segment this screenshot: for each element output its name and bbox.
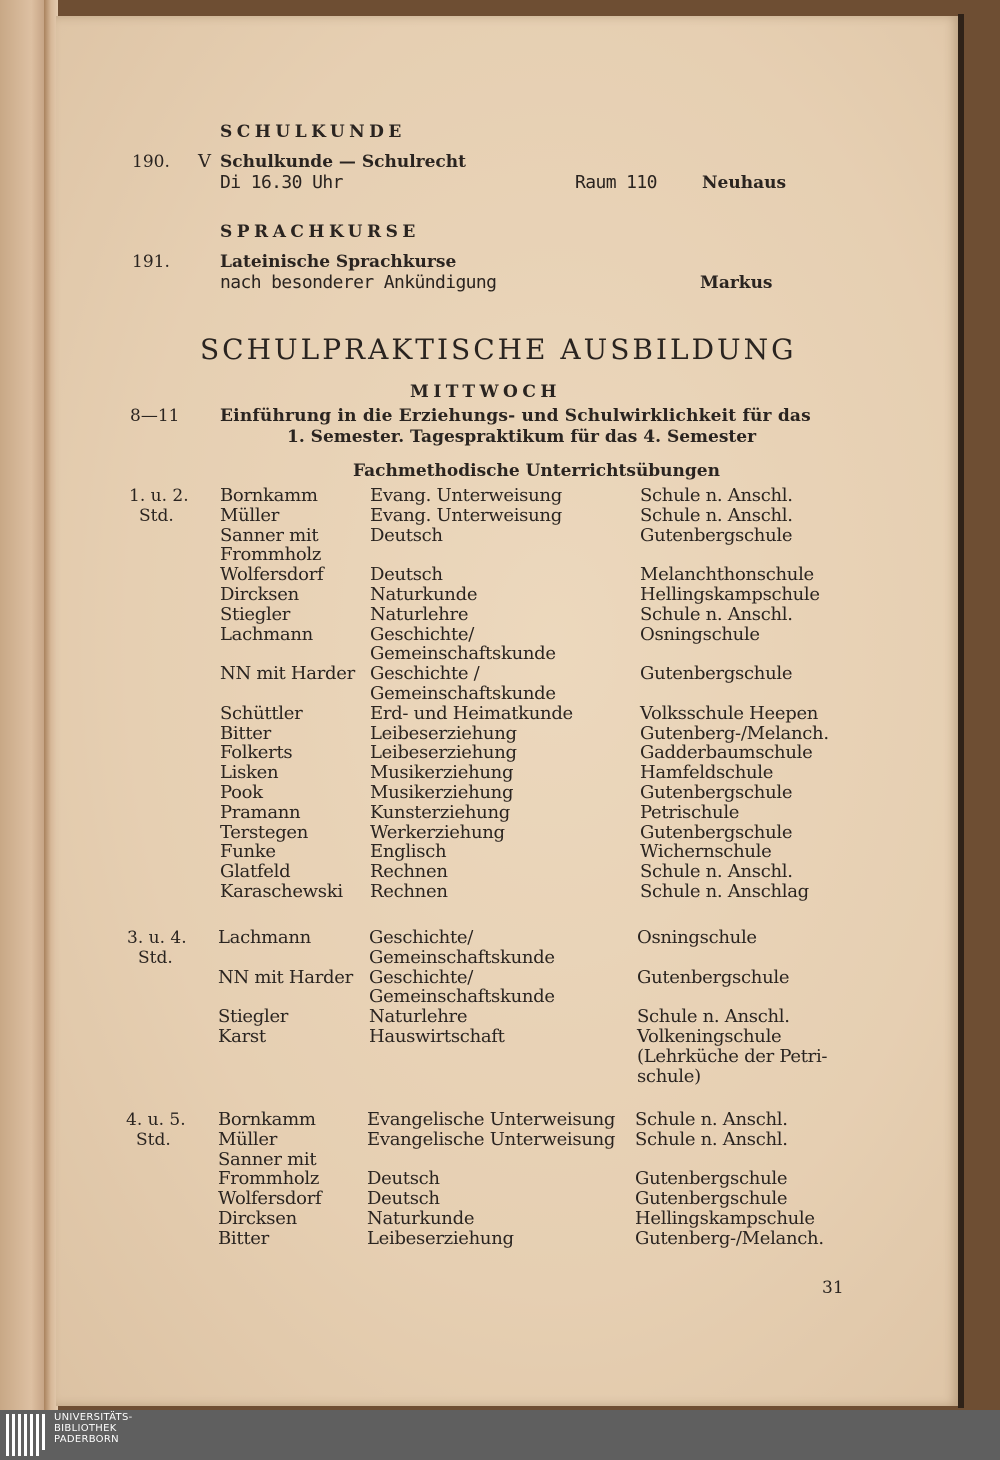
course-title-sprachkurse: Lateinische Sprachkurse — [220, 252, 457, 272]
block1-row-subject: Musikerziehung — [370, 762, 514, 784]
library-footer-bar — [0, 1410, 1000, 1460]
page-right-edge — [958, 14, 964, 1408]
block1-row-subject: Geschichte/ — [370, 623, 475, 645]
block1-row-school: Gadderbaumschule — [640, 742, 813, 764]
block1-row-teacher: Bornkamm — [220, 485, 318, 506]
block1-row-subject: Werkerziehung — [370, 821, 505, 843]
library-name — [54, 1412, 133, 1445]
block1-row-subject: Deutsch — [370, 524, 443, 546]
block3-label-line2: Std. — [136, 1130, 171, 1150]
block1-row-subject: Englisch — [370, 841, 447, 863]
block3-row-teacher: Dircksen — [218, 1208, 297, 1229]
block1-row-school: Wichernschule — [640, 841, 772, 863]
lecturer-schulkunde: Neuhaus — [702, 173, 787, 193]
block1-row-school: Hamfeldschule — [640, 762, 774, 784]
block1-row-subject: Naturkunde — [370, 584, 478, 605]
block2-row-subject: Gemeinschaftskunde — [369, 946, 555, 968]
block1-row-subject: Gemeinschaftskunde — [370, 643, 556, 665]
main-title: SCHULPRAKTISCHE AUSBILDUNG — [200, 333, 797, 366]
entry-number-190: 190. — [132, 152, 170, 172]
block1-row-subject: Evang. Unterweisung — [370, 485, 562, 506]
block1-row-subject: Rechnen — [370, 881, 448, 902]
block1-row-school: Schule n. Anschl. — [640, 861, 793, 883]
block1-row-subject: Gemeinschaftskunde — [370, 683, 556, 704]
block1-row-subject: Kunsterziehung — [370, 801, 510, 823]
block1-row-subject: Rechnen — [370, 861, 448, 883]
intro-line2: 1. Semester. Tagespraktikum für das 4. Semester — [287, 427, 757, 447]
block3-row-teacher: Bornkamm — [218, 1109, 316, 1130]
block3-label-line1: 4. u. 5. — [126, 1110, 186, 1130]
block3-row-subject: Leibeserziehung — [367, 1227, 514, 1249]
block1-row-teacher: Funke — [220, 841, 276, 863]
block3-row-subject: Deutsch — [367, 1168, 440, 1190]
block1-row-school: Melanchthonschule — [640, 564, 814, 586]
block1-row-teacher: Schüttler — [220, 702, 303, 724]
block2-row-school: (Lehrküche der Petri- — [637, 1045, 828, 1067]
day-heading: MITTWOCH — [410, 382, 561, 402]
block2-row-teacher: Stiegler — [218, 1006, 289, 1028]
block1-row-teacher: Pramann — [220, 801, 301, 823]
block3-row-teacher: Wolfersdorf — [218, 1188, 322, 1210]
section-heading-sprachkurse: SPRACHKURSE — [220, 222, 420, 242]
block2-row-school: Osningschule — [637, 927, 757, 948]
block1-row-school: Schule n. Anschl. — [640, 485, 793, 506]
block1-row-school: Schule n. Anschl. — [640, 603, 793, 625]
block2-row-school: Gutenbergschule — [637, 966, 790, 988]
block1-row-teacher: Pook — [220, 782, 263, 803]
schedule-sprachkurse: nach besonderer Ankündigung — [220, 272, 497, 293]
block1-row-teacher: Bitter — [220, 722, 271, 744]
block2-row-school: Volkeningschule — [637, 1026, 782, 1047]
block3-row-subject: Evangelische Unterweisung — [367, 1128, 616, 1150]
block3-row-school: Schule n. Anschl. — [635, 1109, 788, 1130]
block1-row-school: Gutenbergschule — [640, 821, 793, 843]
block1-row-school: Gutenbergschule — [640, 663, 793, 685]
block3-row-subject: Evangelische Unterweisung — [367, 1109, 616, 1130]
block1-row-teacher: Lachmann — [220, 623, 313, 645]
block3-row-teacher: Müller — [218, 1128, 277, 1150]
block2-row-teacher: Lachmann — [218, 927, 311, 948]
block1-row-subject: Geschichte / — [370, 663, 480, 685]
block1-row-school: Gutenberg-/Melanch. — [640, 722, 829, 744]
block2-row-teacher: NN mit Harder — [218, 966, 353, 988]
block1-row-teacher: Sanner mit — [220, 524, 319, 546]
block2-row-teacher: Karst — [218, 1026, 266, 1047]
block1-row-teacher: Wolfersdorf — [220, 564, 324, 586]
block3-row-teacher: Sanner mit — [218, 1148, 317, 1170]
block2-label-line1: 3. u. 4. — [127, 928, 187, 948]
block3-row-subject: Deutsch — [367, 1188, 440, 1210]
block1-row-subject: Leibeserziehung — [370, 722, 517, 744]
section-heading-schulkunde: SCHULKUNDE — [220, 122, 406, 142]
block2-row-subject: Naturlehre — [369, 1006, 468, 1028]
block1-label-line2: Std. — [139, 506, 174, 526]
intro-time: 8—11 — [130, 406, 180, 426]
block3-row-teacher: Frommholz — [218, 1168, 320, 1190]
block1-row-school: Volksschule Heepen — [640, 702, 819, 724]
block1-row-teacher: Terstegen — [220, 821, 309, 843]
entry-number-191: 191. — [132, 252, 170, 272]
block1-row-subject: Naturlehre — [370, 603, 469, 625]
block1-row-teacher: Stiegler — [220, 603, 291, 625]
page-number: 31 — [822, 1278, 844, 1298]
block1-row-subject: Deutsch — [370, 564, 443, 586]
library-name-line3: PADERBORN — [54, 1434, 119, 1445]
block1-row-subject: Evang. Unterweisung — [370, 504, 562, 526]
block1-row-school: Petrischule — [640, 801, 740, 823]
block2-row-subject: Hauswirtschaft — [369, 1026, 505, 1047]
block1-row-teacher: Glatfeld — [220, 861, 291, 883]
block1-row-teacher: Müller — [220, 504, 279, 526]
block1-row-teacher: Dircksen — [220, 584, 299, 605]
block1-row-subject: Erd- und Heimatkunde — [370, 702, 573, 724]
block1-row-teacher: Karaschewski — [220, 881, 343, 902]
block3-row-school: Gutenbergschule — [635, 1188, 788, 1210]
block2-row-school: schule) — [637, 1065, 701, 1087]
block1-row-school: Gutenbergschule — [640, 782, 793, 803]
room-schulkunde: Raum 110 — [575, 172, 657, 193]
block1-row-subject: Musikerziehung — [370, 782, 514, 803]
block1-row-school: Schule n. Anschlag — [640, 881, 809, 902]
block2-row-subject: Gemeinschaftskunde — [369, 986, 555, 1008]
block3-row-school: Gutenberg-/Melanch. — [635, 1227, 824, 1249]
block3-row-school: Gutenbergschule — [635, 1168, 788, 1190]
block1-row-subject: Leibeserziehung — [370, 742, 517, 764]
block1-row-teacher: NN mit Harder — [220, 663, 355, 685]
schedule-schulkunde: Di 16.30 Uhr — [220, 172, 343, 193]
intro-line1: Einführung in die Erziehungs- und Schulwirklichkeit für das — [220, 406, 811, 426]
entry-prefix: V — [198, 151, 211, 172]
block1-row-school: Hellingskampschule — [640, 584, 820, 605]
library-logo-icon — [6, 1414, 46, 1456]
lecturer-sprachkurse: Markus — [700, 273, 773, 293]
subheading-unterrichtsuebungen: Fachmethodische Unterrichtsübungen — [353, 461, 720, 481]
block2-row-school: Schule n. Anschl. — [637, 1006, 790, 1028]
block3-row-subject: Naturkunde — [367, 1208, 475, 1229]
block3-row-school: Schule n. Anschl. — [635, 1128, 788, 1150]
block2-label-line2: Std. — [138, 948, 173, 968]
block1-row-school: Gutenbergschule — [640, 524, 793, 546]
block1-row-teacher: Folkerts — [220, 742, 293, 764]
block2-row-subject: Geschichte/ — [369, 966, 474, 988]
library-name-line2: BIBLIOTHEK — [54, 1423, 117, 1434]
block1-label-line1: 1. u. 2. — [129, 486, 189, 506]
block2-row-subject: Geschichte/ — [369, 927, 474, 948]
block3-row-school: Hellingskampschule — [635, 1208, 815, 1229]
block1-row-school: Osningschule — [640, 623, 760, 645]
library-name-line1: UNIVERSITÄTS- — [54, 1412, 133, 1423]
block3-row-teacher: Bitter — [218, 1227, 269, 1249]
block1-row-teacher: Lisken — [220, 762, 279, 784]
block1-row-teacher: Frommholz — [220, 544, 322, 566]
course-title-schulkunde: Schulkunde — Schulrecht — [220, 152, 466, 172]
block1-row-school: Schule n. Anschl. — [640, 504, 793, 526]
